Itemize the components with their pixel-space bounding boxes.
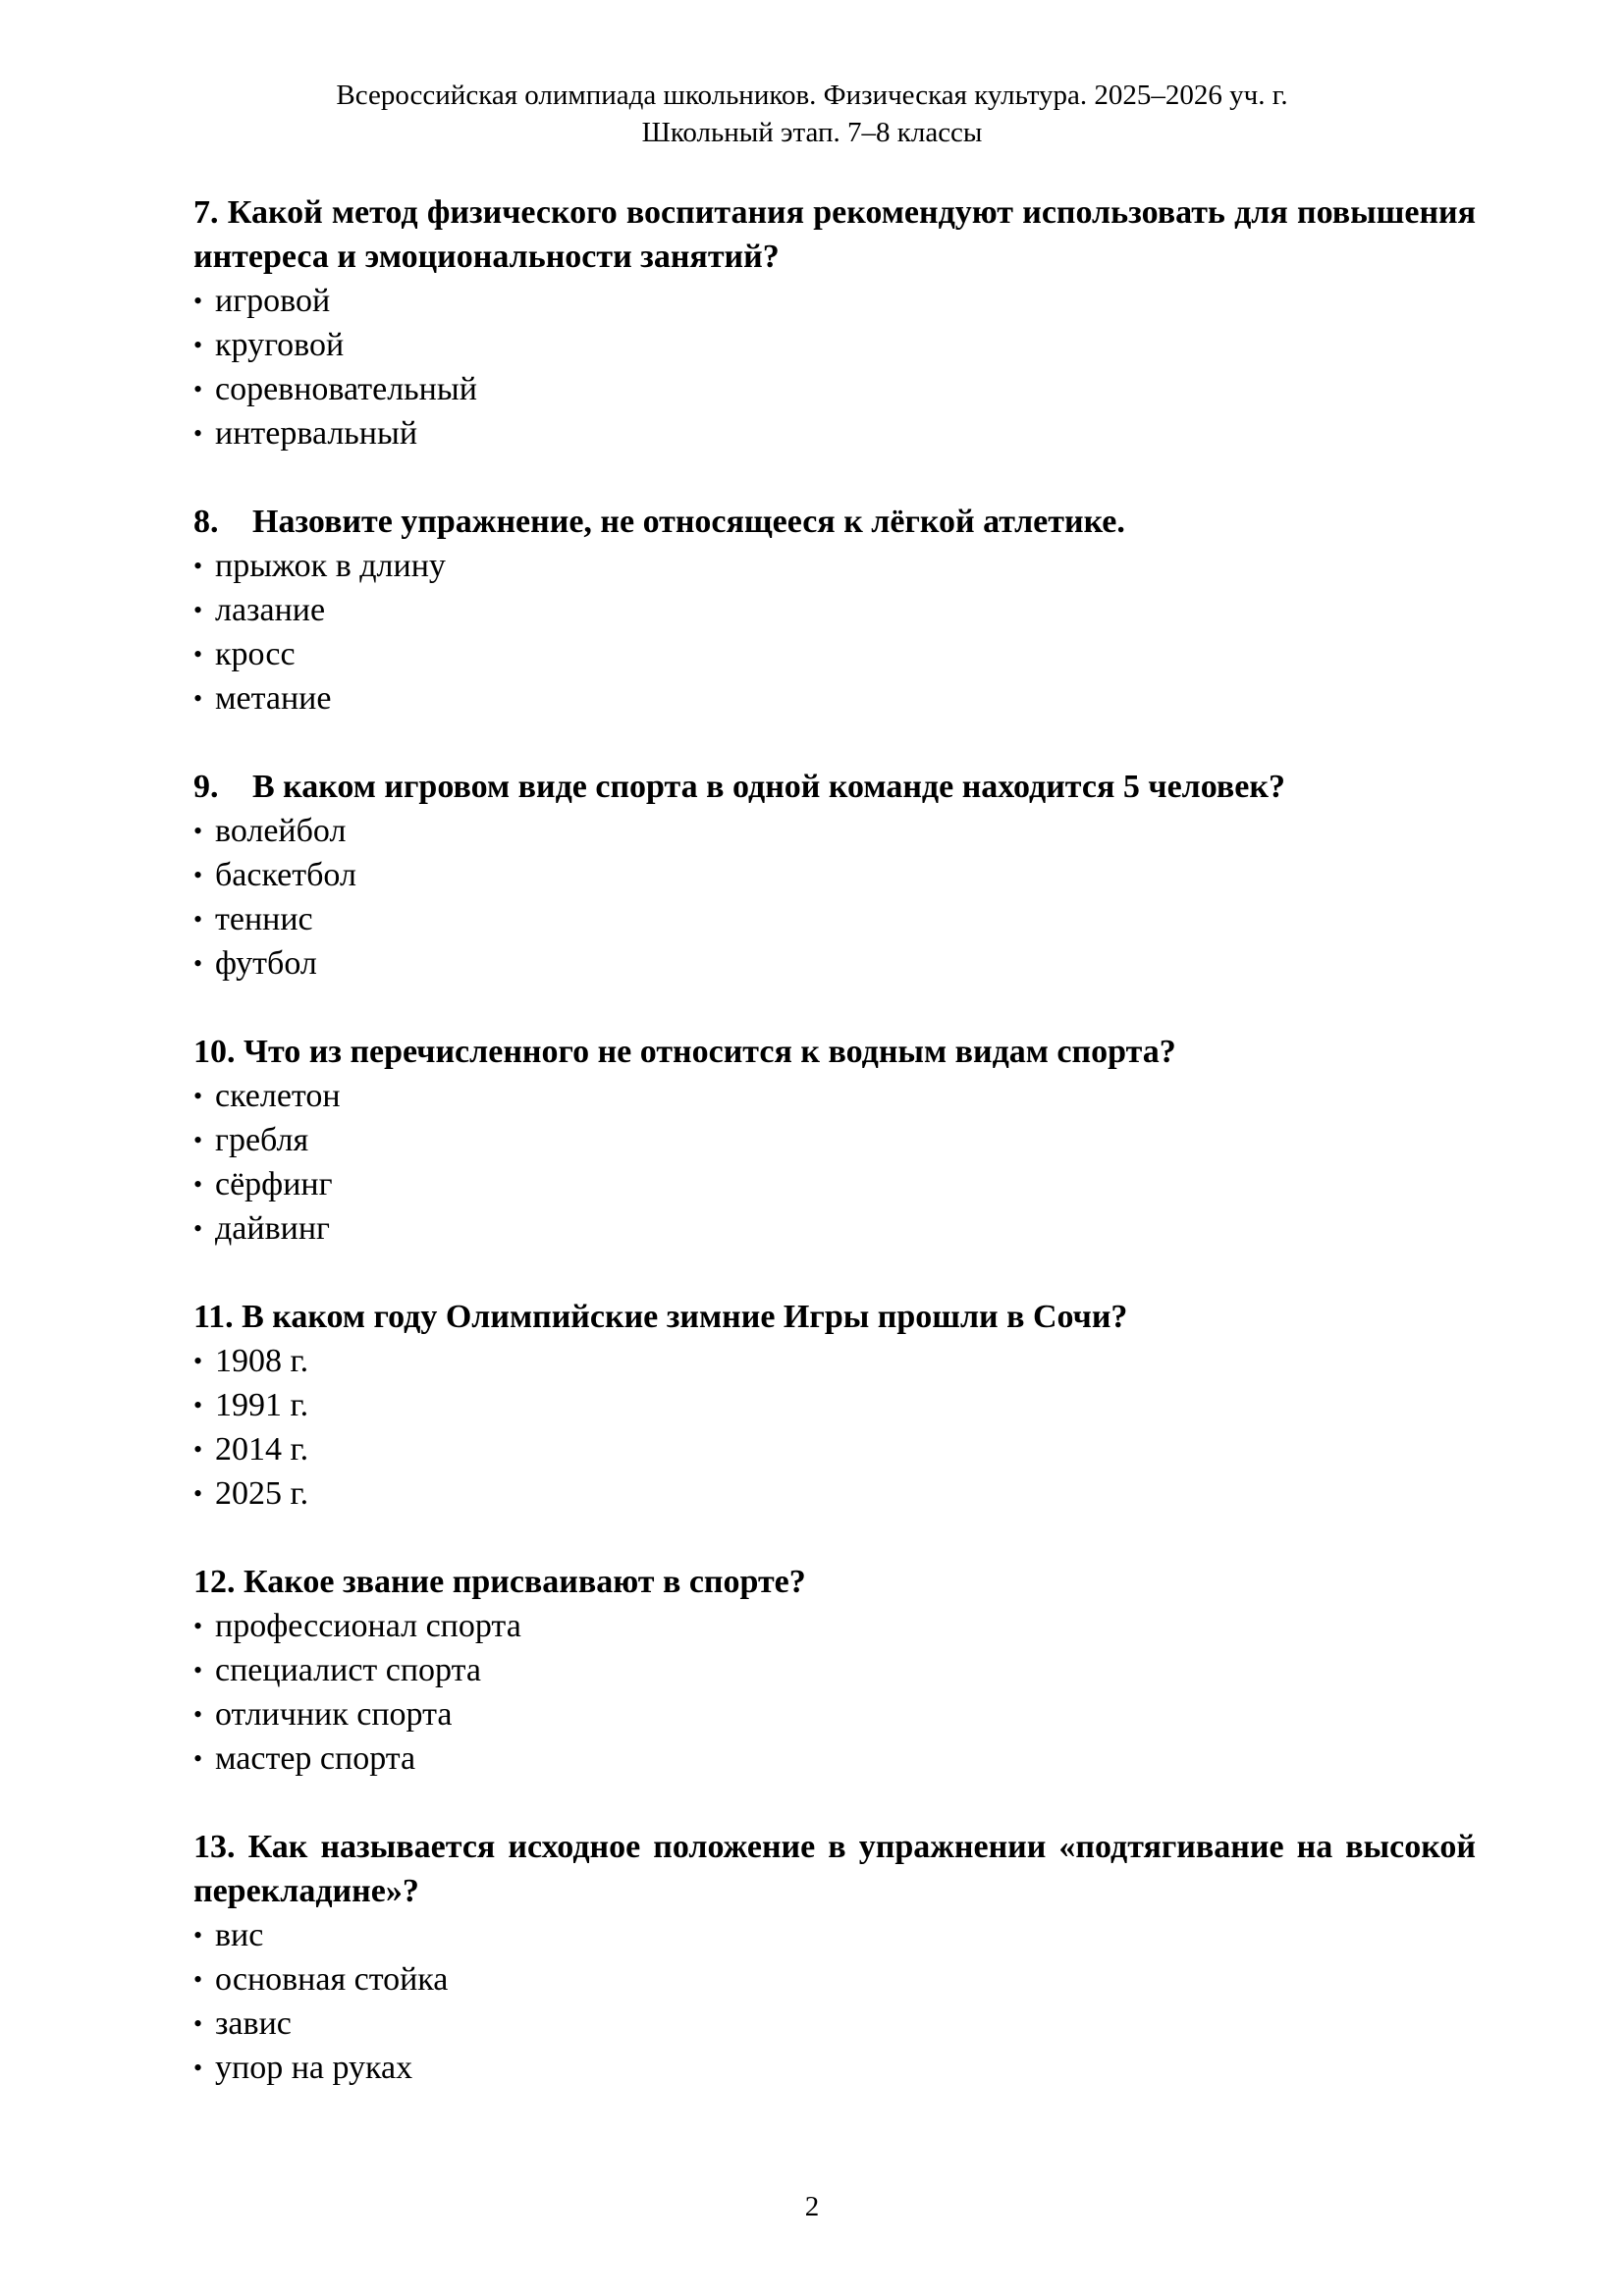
answer-option (193, 2002, 1476, 2046)
bullet-icon: • (193, 861, 203, 889)
answer-option (193, 367, 1476, 411)
answer-option (193, 809, 1476, 853)
option-text: прыжок в длину (215, 548, 446, 584)
question-text: Что из перечисленного не относится к водным видам спорта? (244, 1034, 1176, 1070)
bullet-icon: • (193, 2054, 203, 2082)
answer-option (193, 1162, 1476, 1206)
question-text: Назовите упражнение, не относящееся к лёгкой атлетике. (252, 504, 1125, 540)
bullet-icon: • (193, 2009, 203, 2038)
bullet-icon: • (193, 1921, 203, 1949)
option-text: интервальный (215, 415, 418, 452)
option-text: метание (215, 680, 332, 717)
answer-option (193, 676, 1476, 721)
questions-list (193, 190, 1476, 2134)
option-text: 1908 г. (215, 1343, 309, 1379)
answer-option (193, 1957, 1476, 2002)
bullet-icon: • (193, 1170, 203, 1199)
page-number: 2 (804, 2191, 820, 2222)
page-header (0, 77, 1624, 151)
answer-option (193, 853, 1476, 897)
question-10 (193, 1030, 1476, 1251)
option-text: вис (215, 1917, 264, 1953)
answer-option (193, 1471, 1476, 1516)
header-olympiad-title: Всероссийская олимпиада школьников. Физическая культура. 2025–2026 уч. г. (336, 80, 1288, 111)
question-text: В каком игровом виде спорта в одной команде находится 5 человек? (252, 769, 1285, 805)
option-text: баскетбол (215, 857, 356, 893)
answer-option (193, 544, 1476, 588)
option-text: 1991 г. (215, 1387, 309, 1423)
answer-option (193, 1074, 1476, 1118)
question-title (193, 1560, 1476, 1604)
option-text: профессионал спорта (215, 1608, 521, 1644)
option-text: 2014 г. (215, 1431, 309, 1468)
answer-option (193, 1118, 1476, 1162)
bullet-icon: • (193, 419, 203, 448)
question-text: Какое звание присваивают в спорте? (244, 1564, 806, 1600)
option-text: основная стойка (215, 1961, 449, 1998)
answer-option (193, 1339, 1476, 1383)
option-text: соревновательный (215, 371, 477, 407)
bullet-icon: • (193, 817, 203, 845)
question-number: 11. (193, 1299, 234, 1335)
option-text: мастер спорта (215, 1740, 416, 1777)
answer-option (193, 632, 1476, 676)
answer-option (193, 588, 1476, 632)
bullet-icon: • (193, 1347, 203, 1375)
bullet-icon: • (193, 552, 203, 580)
bullet-icon: • (193, 1479, 203, 1508)
bullet-icon: • (193, 1965, 203, 1994)
question-number: 7. (193, 194, 219, 231)
option-text: кросс (215, 636, 296, 672)
question-text: Какой метод физического воспитания рекомендуют использовать для повышения интереса и эмоциональности занятий? (193, 194, 1477, 275)
answer-option (193, 1427, 1476, 1471)
answer-option (193, 1206, 1476, 1251)
option-text: завис (215, 2005, 292, 2042)
option-text: теннис (215, 901, 313, 937)
bullet-icon: • (193, 1435, 203, 1464)
question-title (193, 190, 1476, 279)
question-13 (193, 1825, 1476, 2090)
answer-option (193, 1736, 1476, 1781)
bullet-icon: • (193, 684, 203, 713)
bullet-icon: • (193, 287, 203, 315)
answer-option (193, 1648, 1476, 1692)
bullet-icon: • (193, 375, 203, 403)
option-text: круговой (215, 327, 345, 363)
answer-option (193, 897, 1476, 941)
bullet-icon: • (193, 1700, 203, 1729)
answer-option (193, 1692, 1476, 1736)
bullet-icon: • (193, 640, 203, 668)
answer-option (193, 941, 1476, 986)
bullet-icon: • (193, 1214, 203, 1243)
question-title (193, 500, 1476, 544)
question-title (193, 765, 1476, 809)
bullet-icon: • (193, 1744, 203, 1773)
bullet-icon: • (193, 331, 203, 359)
answer-option (193, 1604, 1476, 1648)
question-title (193, 1030, 1476, 1074)
bullet-icon: • (193, 1612, 203, 1640)
bullet-icon: • (193, 1126, 203, 1154)
question-title (193, 1825, 1476, 1913)
question-text: Как называется исходное положение в упражнении «подтягивание на высокой перекладине»? (193, 1829, 1476, 1909)
answer-option (193, 1383, 1476, 1427)
option-text: лазание (215, 592, 326, 628)
question-number: 13. (193, 1829, 236, 1865)
question-number: 10. (193, 1034, 236, 1070)
question-8 (193, 500, 1476, 721)
question-12 (193, 1560, 1476, 1781)
bullet-icon: • (193, 1656, 203, 1684)
question-number: 12. (193, 1564, 236, 1600)
option-text: 2025 г. (215, 1475, 309, 1512)
answer-option (193, 1913, 1476, 1957)
answer-option (193, 323, 1476, 367)
option-text: волейбол (215, 813, 347, 849)
bullet-icon: • (193, 1391, 203, 1419)
option-text: отличник спорта (215, 1696, 453, 1733)
option-text: игровой (215, 283, 331, 319)
option-text: гребля (215, 1122, 309, 1158)
question-11 (193, 1295, 1476, 1516)
bullet-icon: • (193, 1082, 203, 1110)
question-title (193, 1295, 1476, 1339)
bullet-icon: • (193, 949, 203, 978)
answer-option (193, 279, 1476, 323)
answer-option (193, 2046, 1476, 2090)
option-text: упор на руках (215, 2050, 413, 2086)
option-text: дайвинг (215, 1210, 330, 1247)
question-number: 8. (193, 504, 219, 540)
option-text: сёрфинг (215, 1166, 333, 1202)
option-text: специалист спорта (215, 1652, 481, 1688)
option-text: футбол (215, 945, 317, 982)
bullet-icon: • (193, 596, 203, 624)
question-9 (193, 765, 1476, 986)
question-number: 9. (193, 769, 219, 805)
question-7 (193, 190, 1476, 455)
answer-option (193, 411, 1476, 455)
bullet-icon: • (193, 905, 203, 934)
header-stage-grade: Школьный этап. 7–8 классы (641, 117, 983, 148)
question-text: В каком году Олимпийские зимние Игры прошли в Сочи? (242, 1299, 1128, 1335)
option-text: скелетон (215, 1078, 341, 1114)
